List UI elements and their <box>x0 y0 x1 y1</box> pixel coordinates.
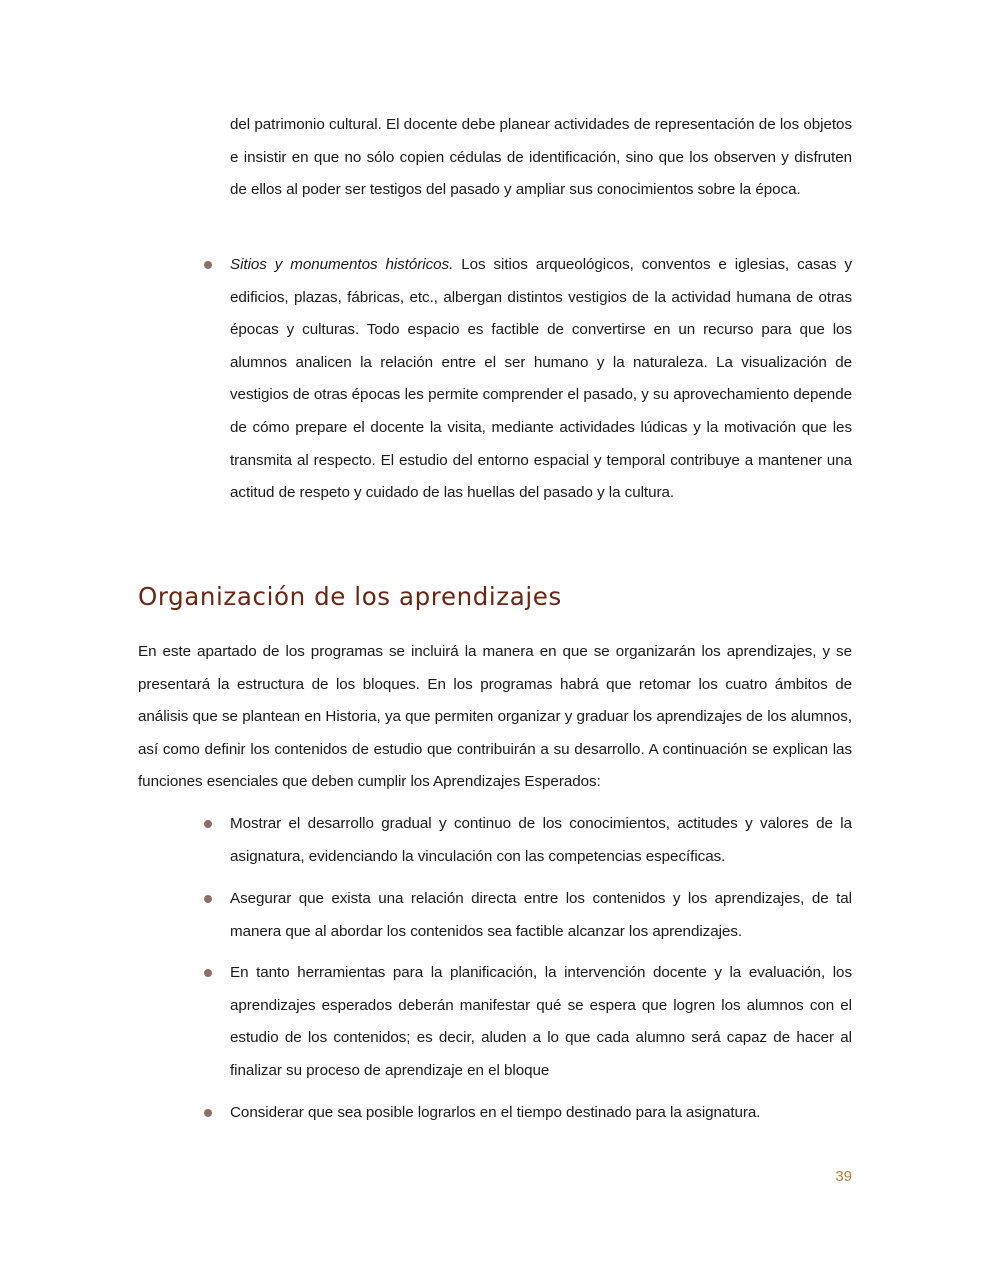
bullet-icon <box>204 1109 212 1117</box>
bullet-icon <box>204 895 212 903</box>
list-item <box>230 1097 852 1130</box>
list-item <box>230 883 852 948</box>
item-text: Los sitios arqueológicos, conventos e iglesias, casas y edificios, plazas, fábricas, etc., albergan distintos vestigios de la actividad humana de otras épocas y culturas. Todo espacio es factible de convertirse en un recurso para que los alumnos analicen la relación entre el ser humano y la naturaleza. La visualización de vestigios de otras épocas les permite comprender el pasado, y su aprovechamiento depende de cómo prepare el docente la visita, mediante actividades lúdicas y la motivación que les transmita al respecto. El estudio del entorno espacial y temporal contribuye a mantener una actitud de respeto y cuidado de las huellas del pasado y la cultura. <box>230 256 852 502</box>
list-item-text: Mostrar el desarrollo gradual y continuo de los conocimientos, actitudes y valores de la asignatura, evidenciando la vinculación con las competencias específicas. <box>230 815 852 865</box>
list-item-text: En tanto herramientas para la planificación, la intervención docente y la evaluación, los aprendizajes esperados deberán manifestar qué se espera que logren los alumnos con el estudio de los contenidos; es decir, aluden a lo que cada alumno será capaz de hacer al finalizar su proceso de aprendizaje en el bloque <box>230 964 852 1079</box>
page-number: 39 <box>835 1168 852 1185</box>
list-item-sitios <box>230 249 852 510</box>
list-item-text: Considerar que sea posible lograrlos en el tiempo destinado para la asignatura. <box>230 1104 761 1121</box>
list-item-text: Asegurar que exista una relación directa entre los contenidos y los aprendizajes, de tal manera que al abordar los contenidos sea factible alcanzar los aprendizajes. <box>230 890 852 940</box>
intro-paragraph: En este apartado de los programas se incluirá la manera en que se organizarán los aprendizajes, y se presentará la estructura de los bloques. En los programas habrá que retomar los cuatro ámbitos de análisis que se plantean en Historia, ya que permiten organizar y graduar los aprendizajes de los alumnos, así como definir los contenidos de estudio que contribuirán a su desarrollo. A continuación se explican las funciones esenciales que deben cumplir los Aprendizajes Esperados: <box>138 643 852 791</box>
section-heading: Organización de los aprendizajes <box>138 582 562 611</box>
bullet-icon <box>204 261 212 269</box>
continuation-paragraph: del patrimonio cultural. El docente debe planear actividades de representación de los objetos e insistir en que no sólo copien cédulas de identificación, sino que los observen y disfruten de ellos al poder ser testigos del pasado y ampliar sus conocimientos sobre la época. <box>230 116 852 199</box>
bullet-icon <box>204 820 212 828</box>
list-item <box>230 808 852 873</box>
bullet-icon <box>204 969 212 977</box>
item-title: Sitios y monumentos históricos. <box>230 256 454 273</box>
list-item <box>230 957 852 1087</box>
